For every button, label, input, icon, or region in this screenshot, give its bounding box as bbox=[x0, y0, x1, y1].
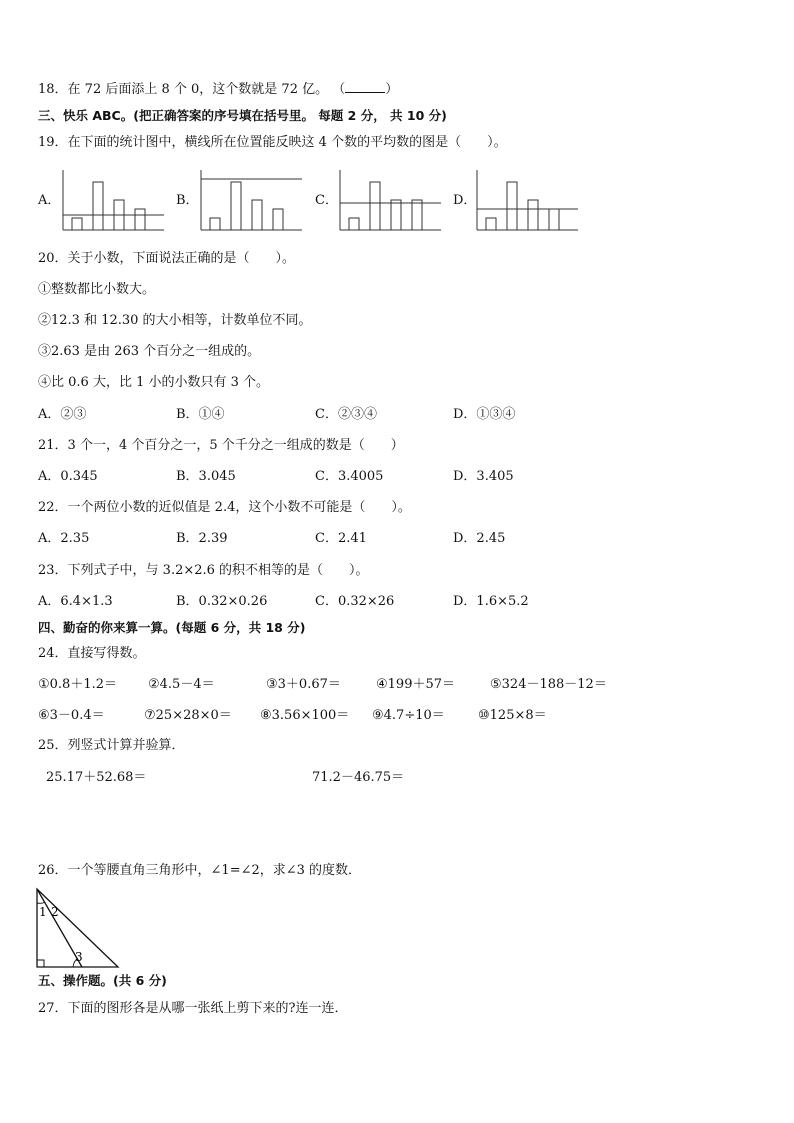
statement-4: ④比 0.6 大，比 1 小的小数只有 3 个。 bbox=[38, 375, 270, 390]
question-27-text: 27．下面的图形各是从哪一张纸上剪下来的?连一连． bbox=[38, 1001, 348, 1016]
option-b-label: B． bbox=[176, 193, 199, 208]
chart-bar bbox=[210, 218, 220, 230]
section-5-title: 五、操作题。(共 6 分) bbox=[38, 973, 167, 988]
q23-option-c[interactable]: C．0.32×26 bbox=[315, 594, 395, 609]
calc-5: ⑤324－188－12＝ bbox=[490, 677, 607, 692]
angle-2-label: 2 bbox=[51, 905, 59, 919]
chart-bar bbox=[370, 182, 380, 230]
bar-chart-d bbox=[476, 168, 578, 232]
chart-bar bbox=[412, 200, 422, 230]
section-4-title: 四、勤奋的你来算一算。(每题 6 分，共 18 分) bbox=[38, 620, 306, 635]
q21-option-b[interactable]: B．3.045 bbox=[176, 469, 236, 484]
answer-blank[interactable] bbox=[345, 80, 385, 93]
chart-bar bbox=[349, 218, 359, 230]
calc-1: ①0.8＋1.2＝ bbox=[38, 677, 118, 692]
statement-2: ②12.3 和 12.30 的大小相等，计数单位不同。 bbox=[38, 313, 312, 328]
question-21-text: 21．3 个一，4 个百分之一，5 个千分之一组成的数是（ ） bbox=[38, 438, 404, 453]
chart-bar bbox=[549, 209, 559, 230]
statement-1: ①整数都比小数大。 bbox=[38, 282, 156, 297]
q23-option-b[interactable]: B．0.32×0.26 bbox=[176, 594, 268, 609]
chart-bar bbox=[252, 200, 262, 230]
bar-chart-c bbox=[339, 168, 441, 232]
question-20-text: 20．关于小数，下面说法正确的是（ ）。 bbox=[38, 251, 296, 266]
calc-2: ②4.5－4＝ bbox=[148, 677, 215, 692]
chart-bar bbox=[486, 218, 496, 230]
q23-option-d[interactable]: D．1.6×5.2 bbox=[453, 594, 529, 609]
calc-8: ⑧3.56×100＝ bbox=[260, 708, 350, 723]
calc-3: ③3＋0.67＝ bbox=[266, 677, 341, 692]
chart-bar bbox=[135, 209, 145, 230]
q22-option-b[interactable]: B．2.39 bbox=[176, 531, 228, 546]
bar-chart-b bbox=[200, 168, 302, 232]
q21-option-c[interactable]: C．3.4005 bbox=[315, 469, 384, 484]
angle-3-label: 3 bbox=[75, 950, 83, 964]
angle-1-label: 1 bbox=[39, 905, 47, 919]
option-a-label: A． bbox=[38, 193, 61, 208]
q20-option-b[interactable]: B．①④ bbox=[176, 407, 225, 422]
chart-bar bbox=[273, 209, 283, 230]
calc-4: ④199＋57＝ bbox=[376, 677, 456, 692]
question-18-text: 18．在 72 后面添上 8 个 0，这个数就是 72 亿。 （ bbox=[38, 82, 346, 97]
q21-option-d[interactable]: D．3.405 bbox=[453, 469, 514, 484]
chart-bar bbox=[507, 182, 517, 230]
chart-bar bbox=[72, 218, 82, 230]
bar-chart-a bbox=[62, 168, 164, 232]
vertical-calc-2: 71.2－46.75＝ bbox=[312, 770, 405, 785]
vertical-calc-1: 25.17＋52.68＝ bbox=[46, 770, 147, 785]
q22-option-d[interactable]: D．2.45 bbox=[453, 531, 506, 546]
q22-option-a[interactable]: A．2.35 bbox=[38, 531, 90, 546]
chart-bar bbox=[93, 182, 103, 230]
question-26-text: 26．一个等腰直角三角形中，∠1=∠2，求∠3 的度数． bbox=[38, 863, 362, 878]
question-24-text: 24．直接写得数。 bbox=[38, 646, 146, 661]
question-18-close: ） bbox=[385, 82, 399, 97]
question-22-text: 22．一个两位小数的近似值是 2.4，这个小数不可能是（ ）。 bbox=[38, 500, 411, 515]
q22-option-c[interactable]: C．2.41 bbox=[315, 531, 367, 546]
q21-option-a[interactable]: A．0.345 bbox=[38, 469, 98, 484]
chart-bar bbox=[528, 200, 538, 230]
q20-option-c[interactable]: C．②③④ bbox=[315, 407, 377, 422]
q23-option-a[interactable]: A．6.4×1.3 bbox=[38, 594, 113, 609]
calc-7: ⑦25×28×0＝ bbox=[144, 708, 232, 723]
right-triangle-figure bbox=[34, 887, 126, 971]
q20-option-d[interactable]: D．①③④ bbox=[453, 407, 516, 422]
q20-option-a[interactable]: A．②③ bbox=[38, 407, 87, 422]
section-3-title: 三、快乐 ABC。(把正确答案的序号填在括号里。 每题 2 分， 共 10 分) bbox=[38, 108, 447, 123]
calc-10: ⑩125×8＝ bbox=[478, 708, 547, 723]
chart-bar bbox=[391, 200, 401, 230]
question-23-text: 23．下列式子中，与 3.2×2.6 的积不相等的是（ ）。 bbox=[38, 563, 369, 578]
question-18 bbox=[38, 80, 398, 99]
option-c-label: C． bbox=[315, 193, 338, 208]
question-19-text: 19．在下面的统计图中，横线所在位置能反映这 4 个数的平均数的图是（ ）。 bbox=[38, 135, 507, 150]
calc-6: ⑥3－0.4＝ bbox=[38, 708, 105, 723]
option-d-label: D． bbox=[453, 193, 477, 208]
calc-9: ⑨4.7÷10＝ bbox=[372, 708, 445, 723]
chart-bar bbox=[231, 182, 241, 230]
statement-3: ③2.63 是由 263 个百分之一组成的。 bbox=[38, 344, 261, 359]
question-25-text: 25．列竖式计算并验算． bbox=[38, 738, 185, 753]
